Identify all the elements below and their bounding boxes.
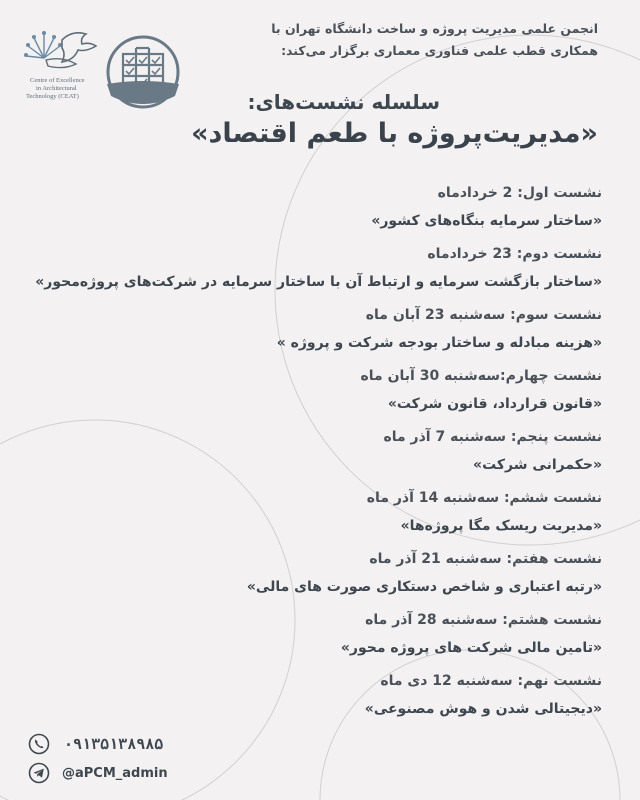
ceat-caption-3: Technology (CEAT): [26, 93, 79, 100]
session-date: نشست دوم: 23 خردادماه: [427, 246, 602, 262]
session-item: [22, 670, 602, 731]
session-item: [22, 182, 602, 243]
session-item: [22, 426, 602, 487]
session-date: نشست ششم: سه‌شنبه 14 آذر ماه: [366, 490, 602, 506]
ceat-logo: [22, 20, 102, 110]
ceat-caption-1: Centre of Excellence: [30, 77, 85, 84]
session-date: نشست اول: 2 خردادماه: [437, 185, 602, 201]
telegram-contact: [28, 762, 168, 784]
session-topic: «هزینه مبادله و ساختار بودجه شرکت و پروژه »: [276, 335, 602, 351]
session-item: [22, 365, 602, 426]
session-date: نشست هشتم: سه‌شنبه 28 آذر ماه: [365, 612, 602, 628]
session-item: [22, 609, 602, 670]
session-topic: «مدیریت ریسک مگا پروژه‌ها»: [400, 518, 602, 534]
ceat-caption-2: in Architectural: [36, 85, 77, 92]
session-item: [22, 487, 602, 548]
session-topic: «قانون قرارداد، قانون شرکت»: [387, 396, 602, 412]
session-topic: «تامین مالی شرکت های پروژه محور»: [340, 640, 602, 656]
series-subtitle: سلسله نشست‌های:: [247, 90, 440, 114]
series-title: «مدیریت‌پروژه با طعم اقتصاد»: [191, 118, 598, 149]
session-list: [22, 182, 602, 731]
session-topic: «ساختار بازگشت سرمایه و ارتباط آن با ساختار سرمایه در شرکت‌های پروژه‌محور»: [35, 274, 602, 290]
telegram-handle[interactable]: @aPCM_admin: [62, 765, 168, 781]
session-item: [22, 243, 602, 304]
pcm-logo: [105, 34, 181, 110]
session-date: نشست سوم: سه‌شنبه 23 آبان ماه: [365, 307, 602, 323]
phone-contact: [28, 733, 163, 755]
header-line-1: انجمن علمی مدیریت پروژه و ساخت دانشگاه تهران با: [271, 21, 598, 36]
session-date: نشست چهارم:سه‌شنبه 30 آبان ماه: [360, 368, 602, 384]
session-topic: «دیجیتالی شدن و هوش مصنوعی»: [364, 701, 602, 717]
organizer-header: [178, 18, 598, 62]
session-item: [22, 548, 602, 609]
session-topic: «رتبه اعتباری و شاخص دستکاری صورت های مالی»: [246, 579, 602, 595]
header-line-2: همکاری قطب علمی فناوری معماری برگزار می‌کند:: [281, 43, 598, 58]
session-date: نشست نهم: سه‌شنبه 12 دی ماه: [380, 673, 602, 689]
session-date: نشست هفتم: سه‌شنبه 21 آذر ماه: [369, 551, 602, 567]
session-topic: «ساختار سرمایه بنگاه‌های کشور»: [371, 213, 602, 229]
phone-number[interactable]: ۰۹۱۳۵۱۳۸۹۸۵: [64, 735, 164, 753]
session-item: [22, 304, 602, 365]
session-topic: «حکمرانی شرکت»: [473, 457, 602, 473]
session-date: نشست پنجم: سه‌شنبه 7 آذر ماه: [383, 429, 602, 445]
telegram-icon: [28, 762, 50, 784]
phone-icon: [28, 733, 50, 755]
